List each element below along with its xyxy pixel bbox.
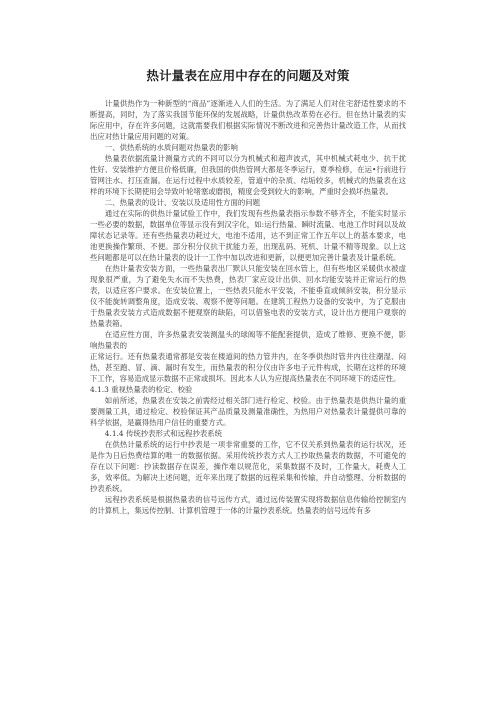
paragraph-adaptability-start: 在适应性方面，许多热量表安装测温头的球阀等不能配套提供，造成了维修、更换不便，影响热量表的 [90, 330, 406, 350]
section-heading-413: 4.1.3 重视热量表的检定、校验 [90, 385, 193, 394]
section-heading-2: 二、热量表的设计、安装以及适用性方面的问题 [104, 198, 261, 207]
paragraph-intro: 计量供热作为一种新型的“商品”逐渐进入人们的生活。为了满足人们对住宅舒适性要求的不断提高，同时，为了落实我国节能环保的发展战略，计量供热改革势在必行。但在热计量表的实际应用中，存在许多问题，这就需要我们根据实际情况不断改进和完善热计量改造工作，从而找出应对热计量应用问题的对策。 [90, 99, 406, 141]
paragraph-installation: 在热计量表安装方面，一些热量表出厂默认只能安装在回水管上，但有些地区采暖供水被虚现象很严重，为了避免失水而不失热费，热表厂家应设计出供、回水均能安装并正常运行的热表，以适应客户要求。在安装位置上，一些热表只能水平安装，不能垂直或倾斜安装，积分显示仪不能旋转调整角度，造成安装、观察不便等问题。在建筑工程热力设备的安装中，为了克服由于热量表安装方式造成数据不便观察的缺陷，可以借鉴电表的安装方式，设计出方便用户观察的热量表箱。 [90, 264, 406, 328]
paragraph-water-quality: 热量表依据流量计测量方式的不同可以分为机械式和超声波式，其中机械式耗电少、抗干扰性好、安装维护方便且价格低廉，但我国的供热管网大都是冬季运行，夏季检修，在运•行前进行管网注水、打压查漏。在运行过程中水质较差，管道中的杂质、结垢较多，机械式的热量表在这样的环境下长期使用会导致叶轮堵塞或磨损，精度会受到较大的影响，严重时会损坏热量表。 [90, 154, 406, 196]
document-body [90, 98, 406, 516]
paragraph-adaptability-cont: 正常运行。还有热量表通常都是安装在楼道间的热力管井内，在冬季供热时管井内往往潮湿、闷热，甚至跑、冒、滴、漏时有发生，而热量表的积分仪由许多电子元件构成，长期在这样的环境下工作，容易造成显示数据不正常或损坏。因此本人认为应提高热量表在不同环境下的适应性。 [90, 352, 406, 383]
paragraph-remote-reading: 远程抄表系统是根据热量表的信号远传方式，通过远传装置实现将数据信息传输给控制室内的计算机上，集远传控制、计算机管理于一体的计量抄表系统。热量表的信号远传有多 [90, 495, 406, 515]
section-heading-414: 4.1.4 传统抄表形式和远程抄表系统 [104, 429, 223, 438]
paragraph-design-issues: 通过在实际的供热计量试验工作中，我们发现有些热量表指示参数不够齐全，不能实时显示一些必要的数据，数据单位等显示没有到汉字化，如:运行热量、瞬时流量、电池工作时间以及故障状态记录等。还有些热量表功耗过大，电池不适用，达不到正常工作五年以上的基本要求，电池更换操作繁琐、不便。部分积分仪抗干扰能力差，出现乱码、死机、计量不精等现象。以上这些问题都是可以在热计量表的设计一工作中加以改进和更新，以便更加完善计量表及计量系统。 [90, 209, 406, 262]
document-title: 热计量表在应用中存在的问题及对策 [146, 68, 350, 83]
paragraph-verification: 如前所述，热量表在安装之前需经过相关部门进行检定、校验。由于热量表是供热计量的重要测量工具，通过检定、校验保证其产品质量及测量准确性，为热用户对热量表计量提供可靠的科学依据，是赢得热用户信任的重要方式。 [90, 396, 406, 427]
paragraph-meter-reading: 在供热计量系统的运行中抄表是一项非常重要的工作，它不仅关系到热量表的运行状况，还是作为日后热费结算的唯一的数据依据。采用传统抄表方式人工抄取热量表的数据，不可避免的存在以下问题：抄读数据存在误差，操作难以规范化，采集数据不及时，工作量大，耗费人工多，效率低。为解决上述问题，近年来出现了数据的远程采集和传输，并自动整理、分析数据的抄表系统。 [90, 440, 406, 493]
section-heading-1: 一、供热系统的水质问题对热量表的影响 [104, 143, 238, 152]
